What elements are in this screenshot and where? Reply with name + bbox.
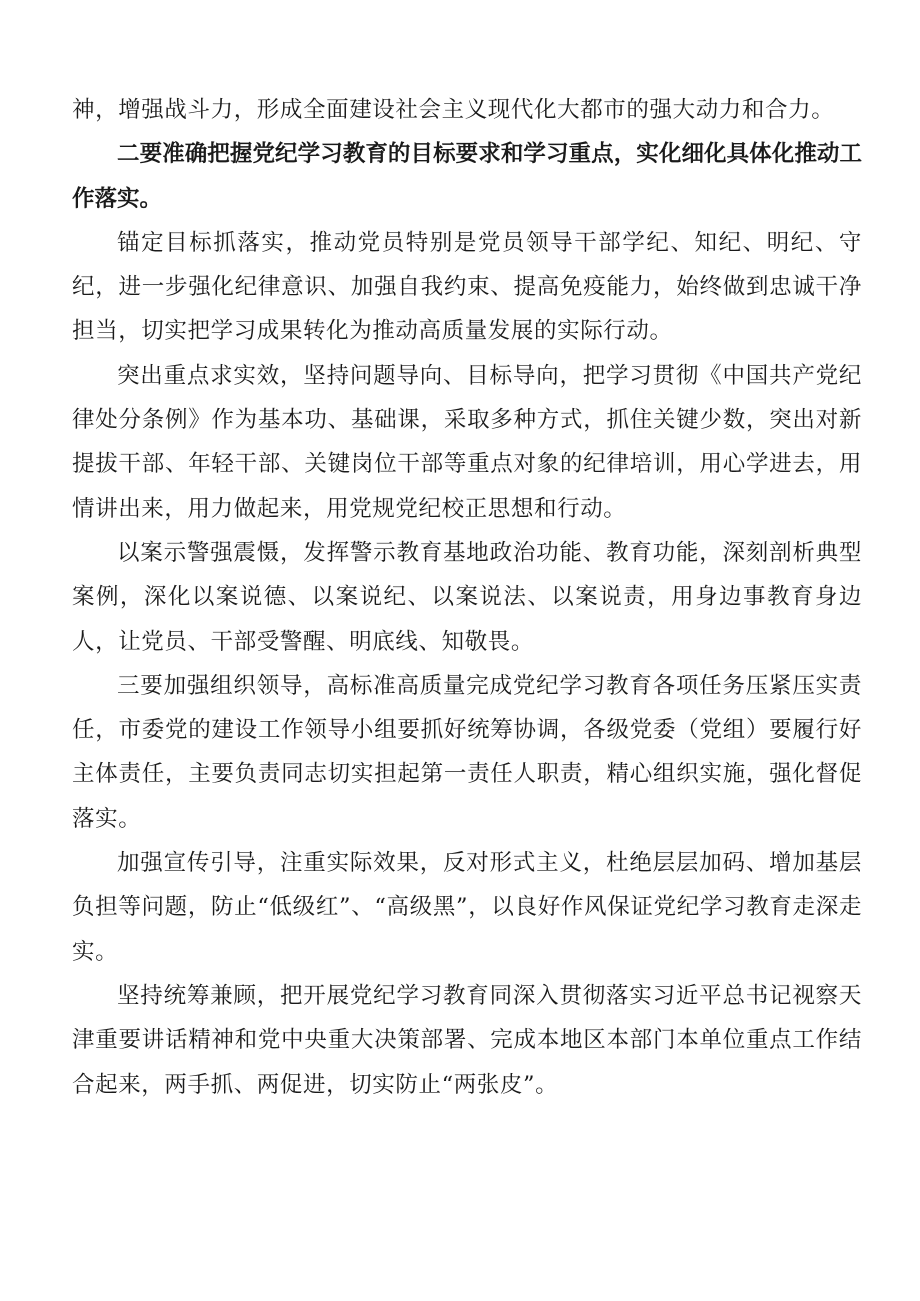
paragraph-warning-cases: 以案示警强震慑，发挥警示教育基地政治功能、教育功能，深刻剖析典型案例，深化以案说德、以案说纪、以案说法、以案说责，用身边事教育身边人，让党员、干部受警醒、明底线、知敬畏。: [72, 539, 862, 655]
document-body: [72, 88, 862, 1107]
paragraph-publicity-guidance: 加强宣传引导，注重实际效果，反对形式主义，杜绝层层加码、增加基层负担等问题，防止“低级红”、“高级黑”，以良好作风保证党纪学习教育走深走实。: [72, 850, 862, 965]
paragraph-organization-leadership: 三要加强组织领导，高标准高质量完成党纪学习教育各项任务压紧压实责任，市委党的建设工作领导小组要抓好统筹协调，各级党委（党组）要履行好主体责任，主要负责同志切实担起第一责任人职责，精心组织实施，强化督促落实。: [72, 672, 862, 832]
paragraph-key-points: 突出重点求实效，坚持问题导向、目标导向，把学习贯彻《中国共产党纪律处分条例》作为基本功、基础课，采取多种方式，抓住关键少数，突出对新提拔干部、年轻干部、关键岗位干部等重点对象的纪律培训，用心学进去，用情讲出来，用力做起来，用党规党纪校正思想和行动。: [72, 362, 862, 522]
paragraph-targets: 锚定目标抓落实，推动党员特别是党员领导干部学纪、知纪、明纪、守纪，进一步强化纪律意识、加强自我约束、提高免疫能力，始终做到忠诚干净担当，切实把学习成果转化为推动高质量发展的实际行动。: [72, 229, 862, 345]
paragraph-continuation: 神，增强战斗力，形成全面建设社会主义现代化大都市的强大动力和合力。: [72, 97, 835, 123]
section-heading-2: 二要准确把握党纪学习教育的目标要求和学习重点，实化细化具体化推动工作落实。: [72, 141, 862, 212]
paragraph-overall-planning: 坚持统筹兼顾，把开展党纪学习教育同深入贯彻落实习近平总书记视察天津重要讲话精神和党中央重大决策部署、完成本地区本部门本单位重点工作结合起来，两手抓、两促进，切实防止“两张皮”。: [72, 982, 862, 1098]
